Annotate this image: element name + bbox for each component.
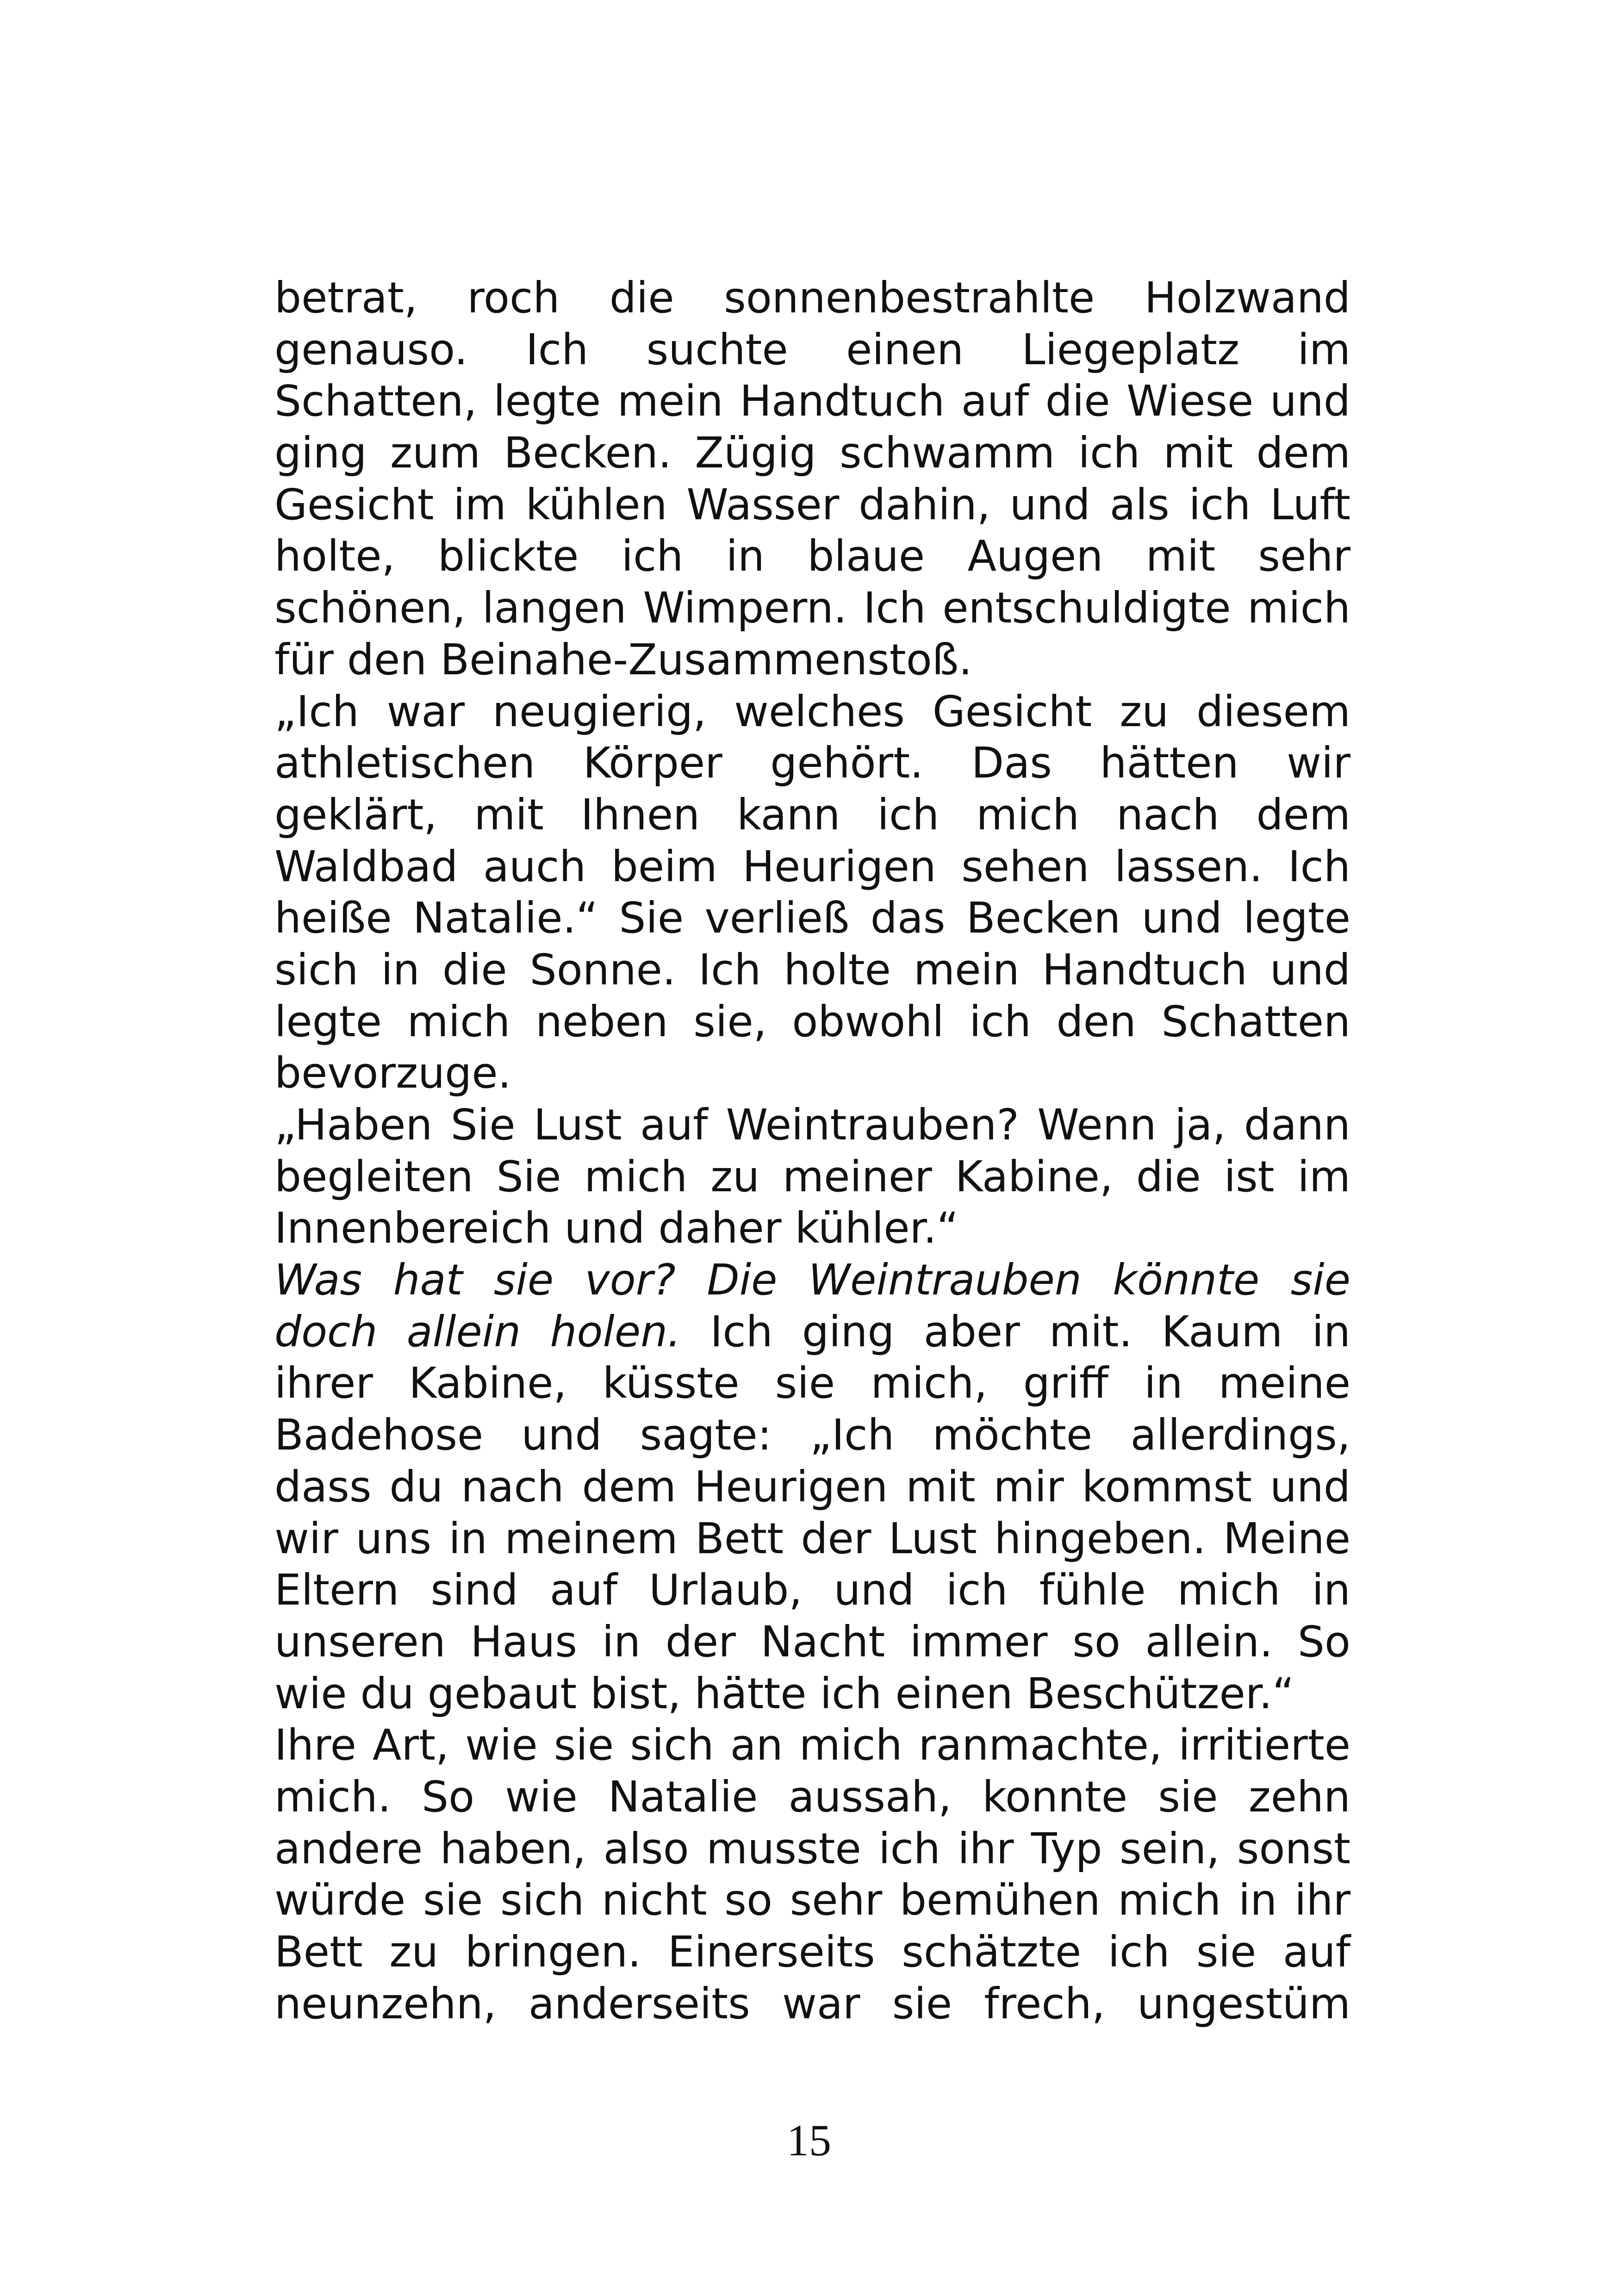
line-text: „Haben Sie Lust auf Weintrauben? Wenn ja, dann: [274, 1100, 1350, 1150]
text-line: [274, 1513, 1350, 1565]
line-text: schönen, langen Wimpern. Ich entschuldigte mich: [274, 583, 1350, 633]
line-text: mich. So wie Natalie aussah, konnte sie zehn: [274, 1772, 1350, 1822]
text-line: [274, 1047, 1350, 1099]
line-text: sich in die Sonne. Ich holte mein Handtuch und: [274, 945, 1350, 995]
page-number: 15: [787, 2116, 831, 2165]
line-text: Ihre Art, wie sie sich an mich ranmachte, irritierte: [274, 1720, 1350, 1770]
text-line: [274, 1668, 1350, 1720]
line-text: andere haben, also musste ich ihr Typ sein, sonst: [274, 1823, 1350, 1873]
text-line: [274, 737, 1350, 789]
text-line: [274, 996, 1350, 1048]
text-line: [274, 479, 1350, 531]
italic-thought: doch allein holen.: [274, 1307, 681, 1356]
text-line: [274, 1564, 1350, 1616]
line-text: ging zum Becken. Zügig schwamm ich mit dem: [274, 428, 1350, 478]
text-line: [274, 1719, 1350, 1771]
line-text: Gesicht im kühlen Wasser dahin, und als ich Luft: [274, 479, 1350, 529]
line-text: heiße Natalie.“ Sie verließ das Becken und legte: [274, 893, 1350, 943]
line-text: würde sie sich nicht so sehr bemühen mich in ihr: [274, 1875, 1350, 1925]
text-line: [274, 1823, 1350, 1875]
text-line: [274, 1306, 1350, 1358]
text-line: [274, 1978, 1350, 2030]
line-text: athletischen Körper gehört. Das hätten wir: [274, 738, 1350, 788]
line-text: für den Beinahe-Zusammenstoß.: [274, 635, 972, 684]
text-line: [274, 1254, 1350, 1306]
line-text: Schatten, legte mein Handtuch auf die Wiese und: [274, 376, 1350, 426]
line-text: unseren Haus in der Nacht immer so allein. So: [274, 1617, 1350, 1667]
line-text: genauso. Ich suchte einen Liegeplatz im: [274, 324, 1350, 374]
line-text: Bett zu bringen. Einerseits schätzte ich sie auf: [274, 1927, 1350, 1977]
text-line: [274, 1874, 1350, 1926]
text-line: [274, 375, 1350, 427]
line-text: ihrer Kabine, küsste sie mich, griff in meine: [274, 1358, 1350, 1408]
text-line: [274, 1926, 1350, 1978]
text-line: [274, 530, 1350, 582]
text-line: [274, 1202, 1350, 1254]
text-line: [274, 634, 1350, 686]
text-line: [274, 841, 1350, 893]
text-line: [274, 892, 1350, 944]
text-line: [274, 1357, 1350, 1409]
line-text: Eltern sind auf Urlaub, und ich fühle mich in: [274, 1565, 1350, 1615]
body-text: [274, 272, 1350, 2029]
line-text: bevorzuge.: [274, 1048, 511, 1098]
text-line: [274, 944, 1350, 996]
line-text: holte, blickte ich in blaue Augen mit sehr: [274, 531, 1350, 581]
line-text: wir uns in meinem Bett der Lust hingeben. Meine: [274, 1513, 1350, 1563]
line-text: wie du gebaut bist, hätte ich einen Beschützer.“: [274, 1668, 1294, 1718]
italic-thought: Was hat sie vor? Die Weintrauben könnte sie: [274, 1255, 1350, 1305]
text-line: [274, 1771, 1350, 1823]
line-text: Innenbereich und daher kühler.“: [274, 1203, 959, 1253]
text-line: [274, 427, 1350, 479]
line-text: begleiten Sie mich zu meiner Kabine, die ist im: [274, 1151, 1350, 1201]
line-text: legte mich neben sie, obwohl ich den Schatten: [274, 996, 1350, 1046]
line-text: betrat, roch die sonnenbestrahlte Holzwand: [274, 273, 1350, 323]
text-line: [274, 1151, 1350, 1203]
text-line: [274, 686, 1350, 738]
text-line: [274, 1099, 1350, 1151]
line-text: Badehose und sagte: „Ich möchte allerdings,: [274, 1410, 1350, 1460]
text-line: [274, 1616, 1350, 1668]
line-text: geklärt, mit Ihnen kann ich mich nach dem: [274, 790, 1350, 840]
text-line: [274, 1461, 1350, 1513]
text-line: [274, 272, 1350, 324]
line-text: Waldbad auch beim Heurigen sehen lassen. Ich: [274, 841, 1350, 891]
line-text: neunzehn, anderseits war sie frech, ungestüm: [274, 1979, 1350, 2028]
line-text: „Ich war neugierig, welches Gesicht zu diesem: [274, 686, 1350, 736]
line-text: dass du nach dem Heurigen mit mir kommst und: [274, 1462, 1350, 1512]
text-line: [274, 324, 1350, 376]
line-text: Ich ging aber mit. Kaum in: [681, 1307, 1350, 1356]
text-line: [274, 1409, 1350, 1461]
text-line: [274, 582, 1350, 634]
text-line: [274, 789, 1350, 841]
